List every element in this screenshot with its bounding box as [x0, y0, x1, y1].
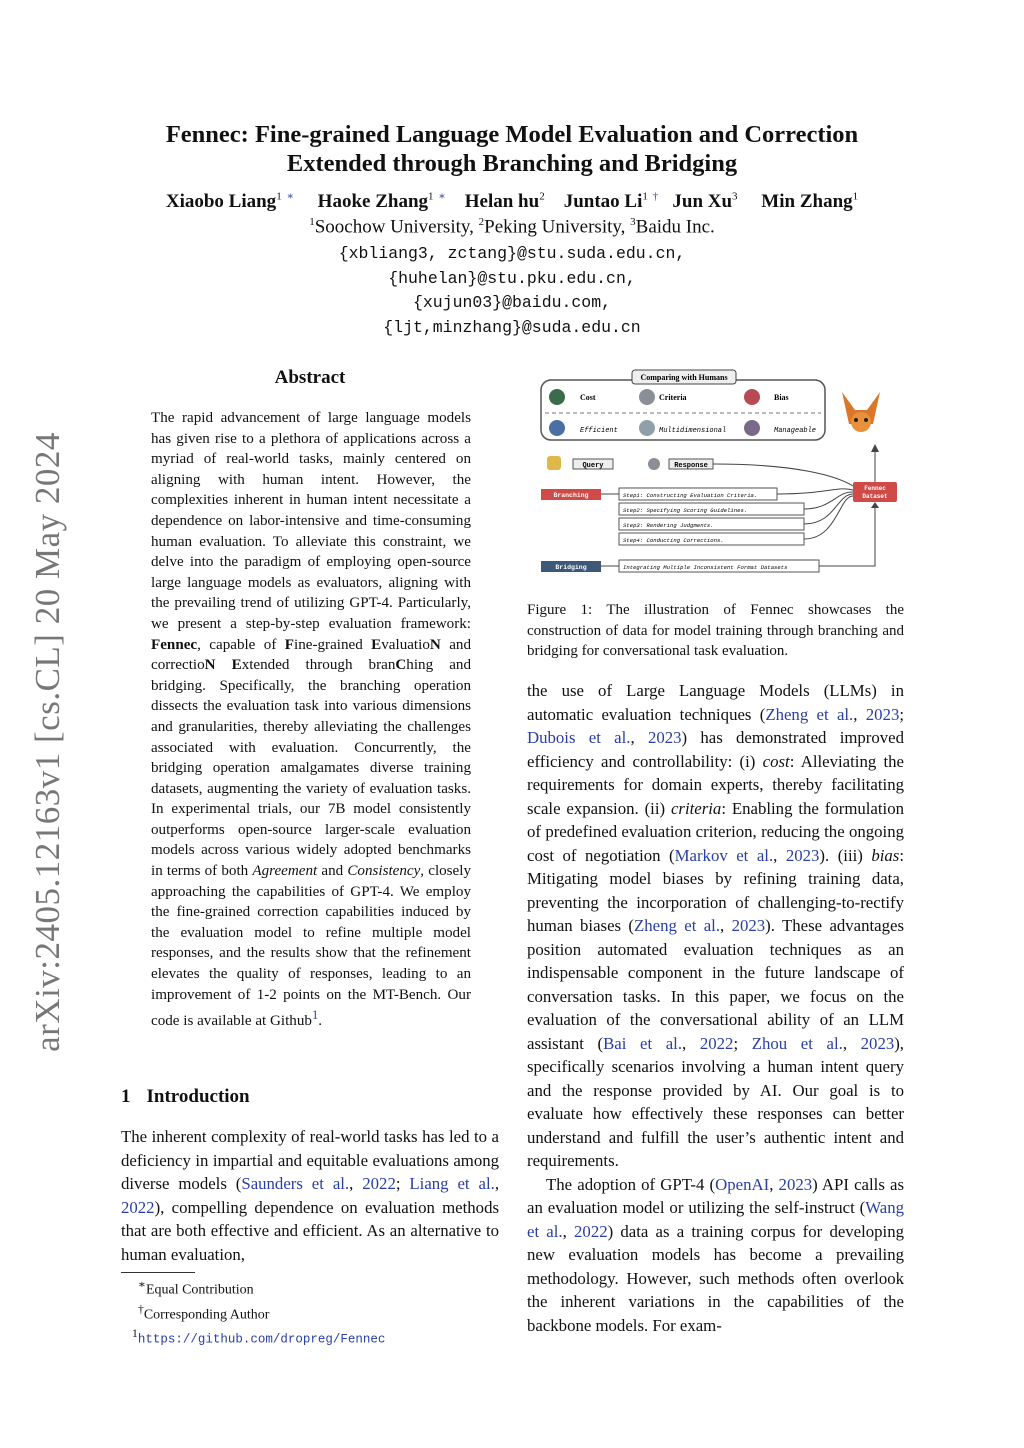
paragraph: the use of Large Language Models (LLMs) in automatic evaluation techniques (Zheng et al., 2023; Dubois et al., 2023) has demonstrated improved efficiency and controllability: (i) cost: Alleviating the requirements for domain experts, thereby facilitating scale expansion. (ii) criteria: Enabling the formulation of predefined evaluation criterion, reducing the ongoing cost of negotiation (Markov et al., 2023). (iii) bias: Mitigating model biases by refining training data, preventing the incorporation of challenging-to-rectify human biases (Zheng et al., 2023). These advantages position automated evaluation techniques as an indispensable component in the future landscape of conversation tasks. In this paper, we focus on the evaluation of the conversational ability of an LLM assistant (Bai et al., 2022; Zhou et al., 2023), specifically scenarios involving a human intent query and the response provided by AI. Our goal is to evaluate how effectively these responses can better understand and fulfill the user’s authentic intent and requirements.: [527, 681, 905, 1170]
email-list: [100, 242, 924, 340]
citation-link[interactable]: Dubois et al.: [527, 728, 631, 747]
bridging-step: Integrating Multiple Inconsistent Format Datasets: [623, 564, 788, 571]
step-2: Step2: Specifying Scoring Guidelines.: [623, 507, 748, 514]
author: Juntao Li$^1$ †: [563, 191, 659, 213]
manageable-label: Manageable: [774, 427, 817, 435]
abstract-heading: Abstract: [274, 367, 346, 388]
intro-paragraph: The inherent complexity of real-world tasks has led to a deficiency in impartial and equitable evaluations among diverse models (Saunders et al., 2022; Liang et al., 2022), compelling dependence on evaluation methods that are both effective and efficient. As an alternative to human evaluation,: [121, 1127, 500, 1264]
bias-label: Bias: [774, 393, 789, 402]
brain-icon: [744, 389, 760, 405]
settings-icon: [744, 420, 760, 436]
footnote-ref[interactable]: 1: [311, 1008, 319, 1023]
title-line-2: Extended through Branching and Bridging: [286, 150, 738, 177]
author-list: [90, 190, 934, 213]
abstract-body: The rapid advancement of large language models has given rise to a plethora of applications across a myriad of real-world tasks, mainly centered on aligning with human intent. However, the complexities inherent in human intent necessitate a dependence on labor-intensive and time-consuming human evaluation. To alleviate this constraint, we delve into the paradigm of employing open-source large language models as evaluators, aligning with the prevailing trend of utilizing GPT-4. Particularly, we present a step-by-step evaluation framework: Fennec, capable of Fine-grained EvaluatioN and correctioN Extended through branChing and bridging. Specifically, the branching operation dissects the evaluation task into various dimensions and granularities, thereby alleviating the challenges associated with evaluation. Concurrently, the bridging operation amalgamates diverse training datasets, augmenting the variety of evaluation tasks. In experimental trials, our 7B model consistently outperforms open-source larger-scale evaluation models across various widely adopted benchmarks in terms of both Agreement and Consistency, closely approaching the capabilities of GPT-4. We employ the fine-grained correction capabilities induced by the evaluation model to refine multiple model responses, and the results show that the refinement elevates the quality of responses, leading to an improvement of 1-2 points on the MT-Bench. Our code is available at Github$^1$.: [151, 410, 471, 1030]
scale-icon: [639, 389, 655, 405]
dataset-label-1: Fennec: [864, 485, 886, 492]
figure-caption: Figure 1: The illustration of Fennec showcases the construction of data for model training through branching and bridging for conversational task evaluation.: [527, 602, 904, 660]
step-1: Step1: Constructing Evaluation Criteria.: [623, 492, 758, 499]
money-icon: [549, 389, 565, 405]
footnote-url: $^1$https://github.com/dropreg/Fennec: [132, 1327, 386, 1347]
cost-label: Cost: [580, 393, 596, 402]
email: {xbliang3, zctang}@stu.suda.edu.cn,: [338, 244, 686, 263]
speed-icon: [549, 420, 565, 436]
fennec-fox-icon: [842, 392, 880, 432]
citation-link[interactable]: 2022: [121, 1197, 155, 1217]
efficient-label: Efficient: [580, 427, 618, 435]
multidimensional-label: Multidimensional: [659, 427, 727, 435]
dataset-label-2: Dataset: [862, 493, 888, 500]
branching-label: Branching: [553, 492, 589, 499]
author: Min Zhang$^1$: [761, 191, 859, 213]
author: Helan $hu^2$: [464, 191, 545, 213]
github-link[interactable]: https://github.com/dropreg/Fennec: [137, 1332, 386, 1347]
citation-link[interactable]: 2023: [647, 728, 682, 747]
bot-icon: [648, 458, 660, 470]
citation-link[interactable]: OpenAI: [715, 1174, 770, 1194]
citation-link[interactable]: Bai et al.: [603, 1033, 683, 1053]
citation-link[interactable]: Markov et al.: [674, 845, 774, 865]
citation-link[interactable]: Liang et al.: [409, 1174, 495, 1193]
paper-title: [100, 120, 924, 178]
citation-link[interactable]: 2023: [731, 916, 766, 935]
citation-link[interactable]: 2022: [699, 1033, 734, 1053]
citation-link[interactable]: Zheng et al.: [765, 704, 854, 724]
author: Xiaobo Liang$^1$ ∗: [165, 191, 294, 213]
response-label: Response: [674, 462, 708, 470]
email: {xujun03}@baidu.com,: [412, 293, 612, 312]
citation-link[interactable]: 2023: [778, 1174, 813, 1194]
email: {huhelan}@stu.pku.edu.cn,: [388, 268, 636, 288]
comparing-label: Comparing with Humans: [640, 373, 728, 382]
query-label: Query: [582, 462, 604, 470]
criteria-label: Criteria: [659, 393, 687, 402]
citation-link[interactable]: 2023: [860, 1033, 895, 1053]
citation-link[interactable]: 2022: [574, 1221, 608, 1241]
citation-link[interactable]: 2023: [785, 845, 820, 865]
citation-link[interactable]: Wang et al.: [527, 1198, 904, 1241]
step-4: Step4: Conducting Corrections.: [623, 537, 724, 544]
author: Haoke Zhang$^1$ ∗: [317, 191, 446, 213]
citation-link[interactable]: 2023: [865, 704, 900, 724]
citation-link[interactable]: 2022: [362, 1174, 396, 1193]
arxiv-identifier: arXiv:2405.12163v1 [cs.CL] 20 May 2024: [28, 432, 67, 1052]
footnote-equal: ∗Equal Contribution: [138, 1278, 254, 1298]
paragraph: The adoption of GPT-4 (OpenAI, 2023) API calls as an evaluation model or utilizing the self-instruct (Wang et al., 2022) data as a training corpus for developing new evaluation models has become a prevailing methodology. However, such methods often overlook the inherent variations in the capabilities of the backbone models. For exam-: [527, 1174, 905, 1335]
email: {ljt,minzhang}@suda.edu.cn: [383, 317, 641, 337]
footnote-corresponding: †Corresponding Author: [138, 1302, 270, 1323]
step-3: Step3: Rendering Judgments.: [623, 522, 714, 529]
citation-link[interactable]: Zheng et al.: [634, 916, 721, 935]
title-line-1: Fennec: Fine-grained Language Model Evaluation and Correction: [165, 121, 859, 148]
bridging-label: Bridging: [555, 564, 587, 571]
author: Jun Xu$^3$: [672, 191, 738, 213]
chart-icon: [639, 420, 655, 436]
section-heading: 1 Introduction: [121, 1086, 250, 1107]
citation-link[interactable]: Saunders et al.: [241, 1174, 350, 1193]
footnotes: [132, 1275, 386, 1350]
affiliations: $^1$Soochow University, $^2$Peking University, $^3$Baidu Inc.: [309, 216, 715, 238]
user-icon: [547, 456, 561, 470]
citation-link[interactable]: Zhou et al.: [751, 1033, 843, 1053]
footnote-rule: [121, 1272, 195, 1273]
right-column-text: [527, 679, 904, 1337]
figure-1: [537, 366, 909, 582]
